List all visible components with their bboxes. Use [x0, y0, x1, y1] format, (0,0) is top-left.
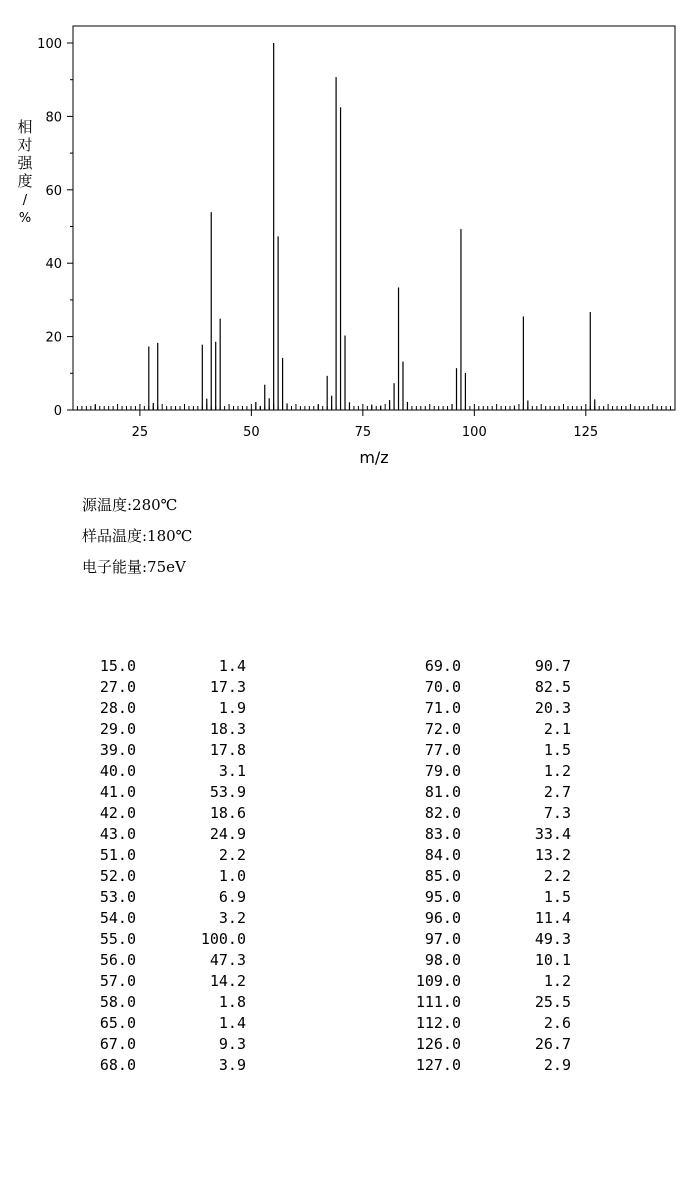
peak-mz: 82.0 [424, 804, 461, 822]
peak-mz: 70.0 [424, 678, 461, 696]
peak-intensity: 1.8 [218, 993, 246, 1011]
peak-row [401, 677, 571, 698]
peak-intensity: 3.9 [218, 1056, 246, 1074]
peak-intensity: 1.5 [543, 741, 571, 759]
mass-spectrum-chart [0, 0, 687, 480]
peak-row [401, 1013, 571, 1034]
peak-row [76, 719, 246, 740]
peak-intensity: 7.3 [543, 804, 571, 822]
peak-mz: 29.0 [99, 720, 136, 738]
peak-mz: 27.0 [99, 678, 136, 696]
instrument-parameters [82, 493, 192, 586]
peak-mz: 109.0 [415, 972, 461, 990]
source-temperature: 源温度:280℃ [82, 496, 178, 514]
sample-temperature: 样品温度:180℃ [82, 527, 193, 545]
peak-row [76, 845, 246, 866]
peak-mz: 51.0 [99, 846, 136, 864]
peak-intensity: 2.2 [218, 846, 246, 864]
peak-mz: 97.0 [424, 930, 461, 948]
peak-row [401, 824, 571, 845]
electron-energy: 电子能量:75eV [82, 558, 186, 576]
peak-row [401, 782, 571, 803]
peak-intensity: 1.9 [218, 699, 246, 717]
peak-mz: 83.0 [424, 825, 461, 843]
peak-row [401, 992, 571, 1013]
x-tick-label: 25 [131, 425, 149, 440]
peak-mz: 65.0 [99, 1014, 136, 1032]
peak-intensity: 82.5 [534, 678, 571, 696]
peak-row [76, 908, 246, 929]
peak-intensity: 24.9 [209, 825, 246, 843]
peak-row [76, 803, 246, 824]
peak-row [76, 782, 246, 803]
peak-row [401, 845, 571, 866]
peak-row [401, 866, 571, 887]
peak-intensity: 9.3 [218, 1035, 246, 1053]
peak-mz: 126.0 [415, 1035, 461, 1053]
peak-intensity: 11.4 [534, 909, 571, 927]
peak-row [76, 887, 246, 908]
x-tick-label: 100 [461, 425, 487, 440]
peak-mz: 43.0 [99, 825, 136, 843]
peak-mz: 72.0 [424, 720, 461, 738]
peak-row [401, 1034, 571, 1055]
peak-row [76, 866, 246, 887]
peak-table-right [401, 656, 571, 1076]
peak-row [401, 698, 571, 719]
peak-mz: 55.0 [99, 930, 136, 948]
peak-intensity: 90.7 [534, 657, 571, 675]
y-tick-label: 0 [53, 404, 62, 419]
peak-row [401, 803, 571, 824]
peak-row [76, 950, 246, 971]
peak-mz: 98.0 [424, 951, 461, 969]
peak-row [401, 887, 571, 908]
x-axis-label: m/z [359, 448, 389, 467]
peak-row [76, 1055, 246, 1076]
peak-row [76, 740, 246, 761]
peak-intensity: 1.0 [218, 867, 246, 885]
peak-intensity: 2.9 [543, 1056, 571, 1074]
y-tick-label: 100 [37, 37, 62, 52]
peak-mz: 40.0 [99, 762, 136, 780]
peak-mz: 67.0 [99, 1035, 136, 1053]
peak-row [76, 971, 246, 992]
peak-row [401, 929, 571, 950]
y-tick-label: 80 [45, 110, 62, 126]
peak-intensity: 3.2 [218, 909, 246, 927]
y-tick-label: 20 [45, 330, 62, 346]
peak-mz: 127.0 [415, 1056, 461, 1074]
peak-mz: 85.0 [424, 867, 461, 885]
x-axis-ticks [132, 410, 599, 440]
peak-intensity: 6.9 [218, 888, 246, 906]
peak-intensity: 49.3 [534, 930, 571, 948]
plot-frame [73, 26, 675, 410]
peak-mz: 39.0 [99, 741, 136, 759]
peak-mz: 71.0 [424, 699, 461, 717]
peak-row [76, 761, 246, 782]
peak-row [76, 1013, 246, 1034]
peak-row [401, 1055, 571, 1076]
peak-mz: 81.0 [424, 783, 461, 801]
peak-intensity: 3.1 [218, 762, 246, 780]
peak-intensity: 10.1 [534, 951, 571, 969]
peak-mz: 58.0 [99, 993, 136, 1011]
peak-intensity: 2.2 [543, 867, 571, 885]
peak-intensity: 1.4 [218, 657, 246, 675]
peak-row [76, 929, 246, 950]
peak-row [401, 761, 571, 782]
peak-mz: 57.0 [99, 972, 136, 990]
peak-row [76, 1034, 246, 1055]
peak-intensity: 17.3 [209, 678, 246, 696]
peak-row [76, 992, 246, 1013]
peak-mz: 77.0 [424, 741, 461, 759]
x-minor-ticks [73, 404, 675, 410]
peak-row [401, 971, 571, 992]
peak-mz: 15.0 [99, 657, 136, 675]
peak-mz: 41.0 [99, 783, 136, 801]
y-tick-label: 40 [45, 257, 62, 273]
peak-mz: 69.0 [424, 657, 461, 675]
peak-intensity: 17.8 [209, 741, 246, 759]
peak-intensity: 1.4 [218, 1014, 246, 1032]
peak-intensity: 1.5 [543, 888, 571, 906]
peak-intensity: 33.4 [534, 825, 571, 843]
peak-intensity: 100.0 [200, 930, 246, 948]
peak-mz: 112.0 [415, 1014, 461, 1032]
peak-mz: 54.0 [99, 909, 136, 927]
peak-row [401, 719, 571, 740]
peak-mz: 68.0 [99, 1056, 136, 1074]
peak-row [76, 698, 246, 719]
peak-intensity: 13.2 [534, 846, 571, 864]
peak-row [401, 908, 571, 929]
peak-row [401, 740, 571, 761]
peak-intensity: 1.2 [543, 762, 571, 780]
peak-intensity: 18.6 [209, 804, 246, 822]
peak-bars [95, 43, 594, 410]
peak-intensity: 26.7 [534, 1035, 571, 1053]
x-tick-label: 125 [573, 425, 599, 440]
peak-mz: 96.0 [424, 909, 461, 927]
peak-mz: 52.0 [99, 867, 136, 885]
peak-intensity: 2.1 [543, 720, 571, 738]
peak-intensity: 2.6 [543, 1014, 571, 1032]
peak-mz: 42.0 [99, 804, 136, 822]
peak-intensity: 25.5 [534, 993, 571, 1011]
peak-row [76, 824, 246, 845]
peak-row [401, 950, 571, 971]
peak-mz: 79.0 [424, 762, 461, 780]
peak-mz: 28.0 [99, 699, 136, 717]
peak-mz: 56.0 [99, 951, 136, 969]
peak-intensity: 1.2 [543, 972, 571, 990]
peak-mz: 95.0 [424, 888, 461, 906]
y-tick-label: 60 [45, 183, 62, 199]
peak-mz: 53.0 [99, 888, 136, 906]
peak-row [76, 677, 246, 698]
peak-intensity: 18.3 [209, 720, 246, 738]
peak-row [401, 656, 571, 677]
x-tick-label: 75 [354, 425, 372, 440]
y-axis-ticks [37, 37, 73, 419]
peak-table-left [76, 656, 246, 1076]
peak-intensity: 2.7 [543, 783, 571, 801]
peak-intensity: 14.2 [209, 972, 246, 990]
peak-mz: 111.0 [415, 993, 461, 1011]
peak-mz: 84.0 [424, 846, 461, 864]
peak-intensity: 20.3 [534, 699, 571, 717]
x-tick-label: 50 [243, 425, 260, 440]
y-axis-label: 相对强度/ % [17, 118, 33, 226]
peak-row [76, 656, 246, 677]
peak-intensity: 53.9 [209, 783, 246, 801]
peak-intensity: 47.3 [209, 951, 246, 969]
